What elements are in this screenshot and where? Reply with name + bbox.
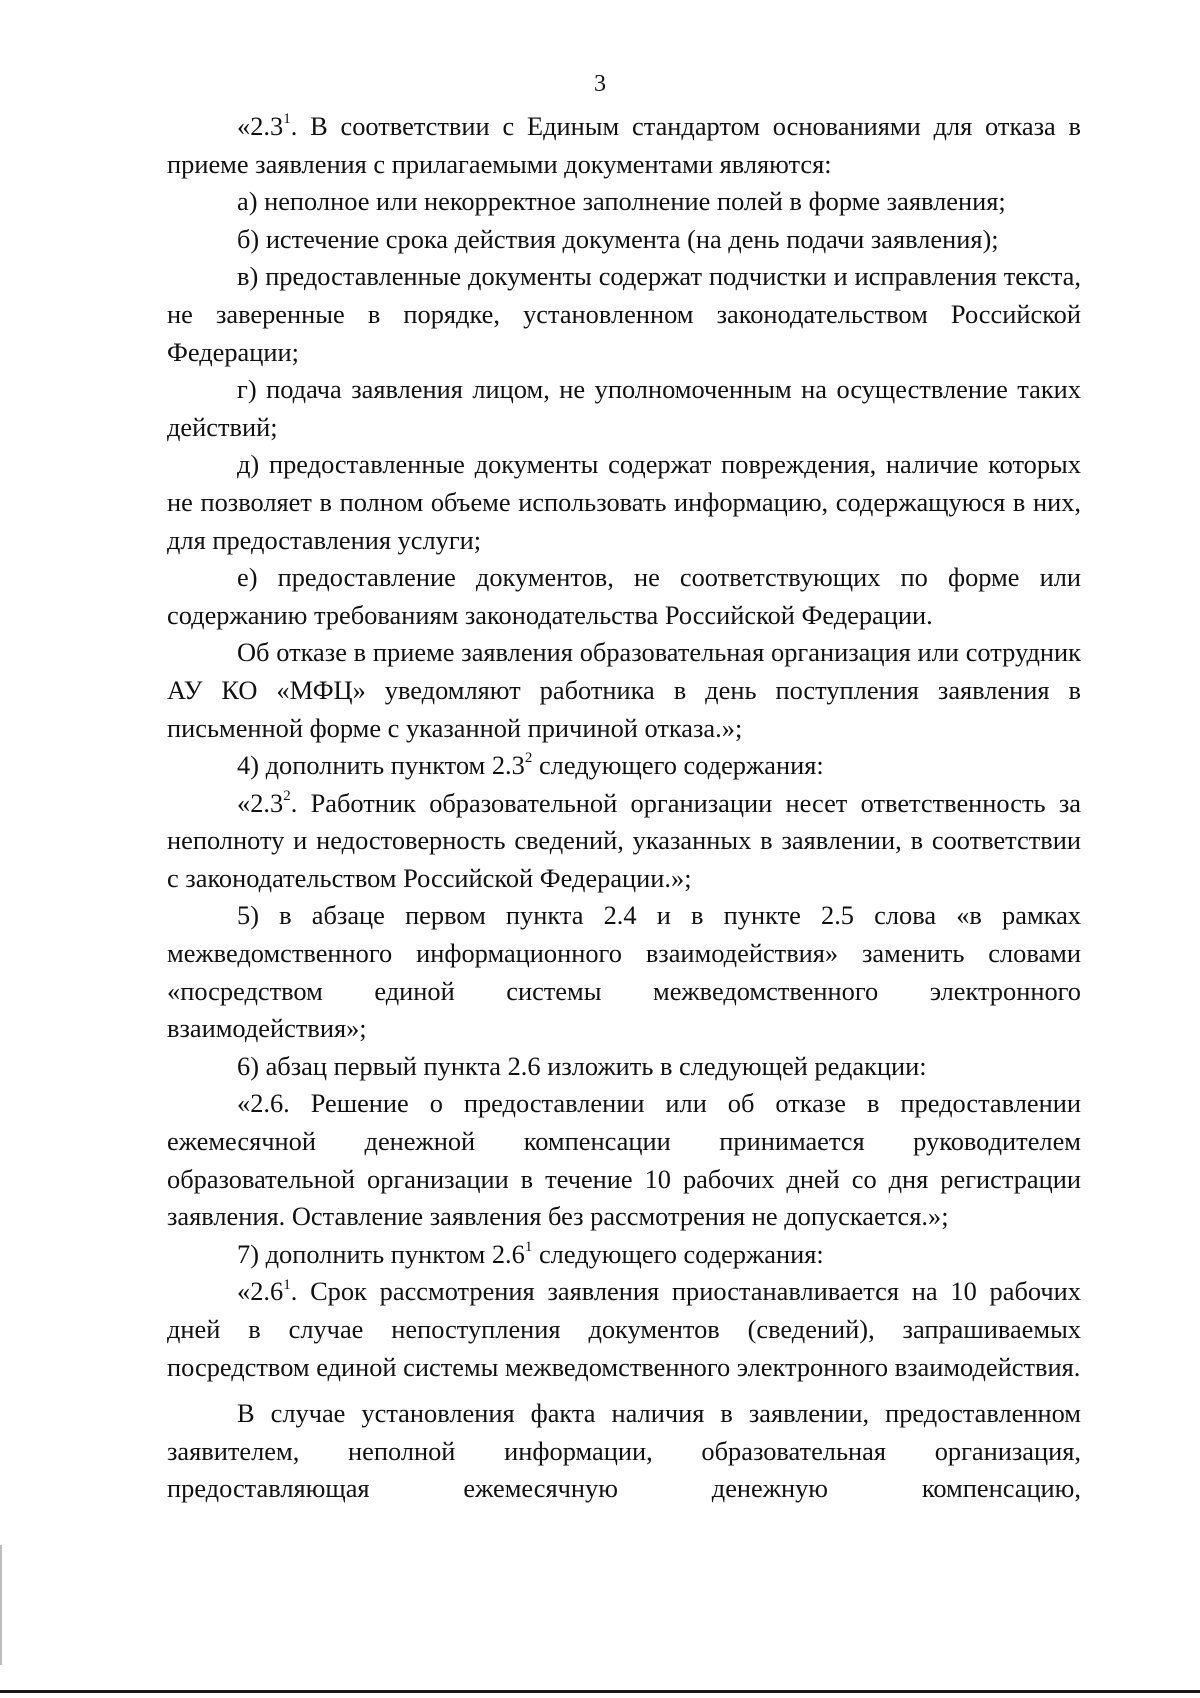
text-segment: В случае установления факта наличия в заявлении, предоставленном заявителем, неполной информации, образовательная организация, предоставляющая ежемесячную денежную компенсацию, [167, 1398, 1081, 1504]
paragraph-2-6 [167, 1085, 1081, 1235]
text-segment: «2.6 [237, 1276, 284, 1307]
paragraph-item-a [167, 183, 1081, 221]
text-segment: е) предоставление документов, не соответствующих по форме или содержанию требованиям законодательства Российской Федерации. [167, 562, 1081, 630]
scan-edge-mark [0, 1545, 2, 1665]
paragraph-2-3-2 [167, 785, 1081, 898]
superscript: 1 [283, 1276, 291, 1293]
text-segment: 6) абзац первый пункта 2.6 изложить в следующей редакции: [237, 1050, 927, 1081]
superscript: 1 [524, 1239, 533, 1256]
text-segment: . В соответствии с Единым стандартом основаниями для отказа в приеме заявления с прилагаемыми документами являются: [167, 111, 1081, 179]
text-segment: следующего содержания: [532, 1238, 824, 1269]
superscript: 2 [283, 787, 291, 804]
paragraph-amendment-4 [167, 747, 1081, 785]
text-segment: «2.3 [237, 111, 284, 141]
paragraph-incomplete-info [167, 1395, 1081, 1508]
scan-bottom-border [0, 1690, 1200, 1693]
paragraph-amendment-5 [167, 897, 1081, 1047]
paragraph-item-b [167, 221, 1081, 259]
text-segment: г) подача заявления лицом, не уполномоченным на осуществление таких действий; [167, 374, 1081, 442]
text-segment: Об отказе в приеме заявления образовательная организация или сотрудник АУ КО «МФЦ» уведомляют работника в день поступления заявления в письменной форме с указанной причиной отказа.»; [167, 637, 1081, 743]
paragraph-item-d [167, 446, 1081, 559]
paragraph-item-v [167, 258, 1081, 371]
text-segment: следующего содержания: [532, 750, 824, 781]
paragraph-item-e [167, 559, 1081, 634]
paragraph-2-6-1 [167, 1273, 1081, 1386]
document-body [167, 108, 1081, 1508]
text-segment: 4) дополнить пунктом 2.3 [237, 750, 525, 781]
text-segment: «2.3 [237, 787, 284, 818]
text-segment: в) предоставленные документы содержат подчистки и исправления текста, не заверенные в порядке, установленном законодательством Российской Федерации; [167, 261, 1081, 367]
text-segment: д) предоставленные документы содержат повреждения, наличие которых не позволяет в полном объеме использовать информацию, содержащуюся в них, для предоставления услуги; [167, 449, 1081, 555]
text-segment: . Срок рассмотрения заявления приостанавливается на 10 рабочих дней в случае непоступления документов (сведений), запрашиваемых посредством единой системы межведомственного электронного взаимодействия. [167, 1276, 1081, 1382]
text-segment: «2.6. Решение о предоставлении или об отказе в предоставлении ежемесячной денежной компенсации принимается руководителем образовательной организации в течение 10 рабочих дней со дня регистрации заявления. Оставление заявления без рассмотрения не допускается.»; [167, 1088, 1081, 1232]
text-segment: 5) в абзаце первом пункта 2.4 и в пункте 2.5 слова «в рамках межведомственного информационного взаимодействия» заменить словами «посредством единой системы межведомственного электронного взаимодействия»; [167, 900, 1081, 1044]
superscript: 2 [524, 750, 533, 767]
superscript: 1 [283, 111, 291, 128]
paragraph-item-g [167, 371, 1081, 446]
text-segment: . Работник образовательной организации несет ответственность за неполноту и недостоверность сведений, указанных в заявлении, в соответствии с законодательством Российской Федерации.»; [167, 787, 1081, 893]
paragraph-refusal-notice [167, 634, 1081, 747]
paragraph-2-3-1 [167, 108, 1081, 183]
paragraph-amendment-7 [167, 1236, 1081, 1274]
page-number: 3 [594, 71, 606, 97]
text-segment: а) неполное или некорректное заполнение полей в форме заявления; [237, 186, 1006, 217]
paragraph-amendment-6 [167, 1048, 1081, 1086]
text-segment: б) истечение срока действия документа (на день подачи заявления); [237, 223, 999, 254]
text-segment: 7) дополнить пунктом 2.6 [237, 1238, 525, 1269]
